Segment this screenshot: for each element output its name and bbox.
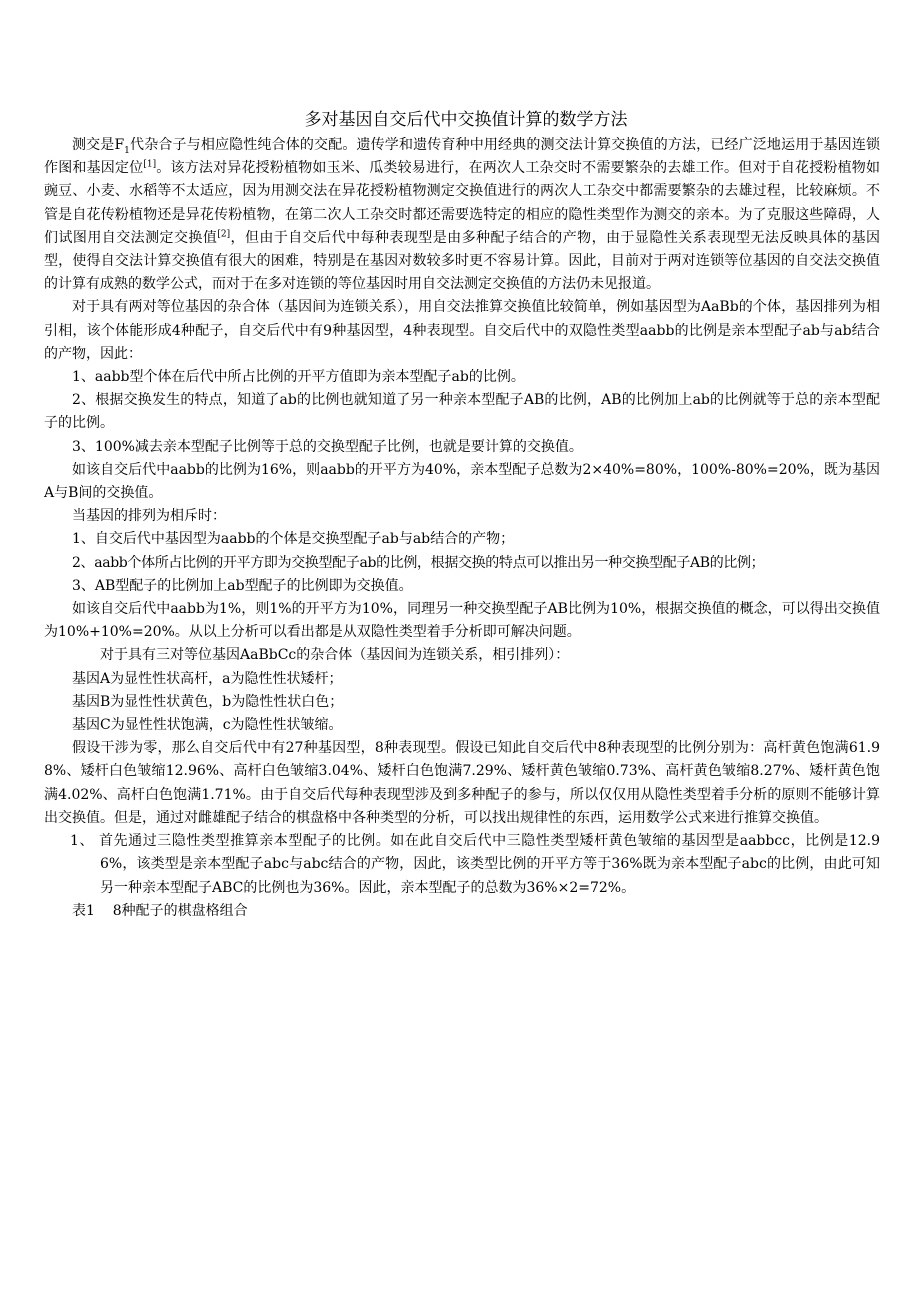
citation-2: [2]: [217, 229, 231, 240]
list-item-repulsion-3: 3、AB型配子的比例加上ab型配子的比例即为交换值。: [72, 577, 413, 594]
paragraph-repulsion-example: 如该自交后代中aabb为1%，则1%的开平方为10%，同理另一种交换型配子AB比例为10%，根据交换值的概念，可以得出交换值为10%+10%=20%。从以上分析可以看出都是从双隐性类型着手分析即可解决问题。: [44, 601, 880, 641]
paragraph-coupling-example: 如该自交后代中aabb的比例为16%，则aabb的开平方为40%，亲本型配子总数为2×40%=80%，100%-80%=20%，既为基因A与B间的交换值。: [44, 461, 880, 502]
list-item-step-1: 1、 首先通过三隐性类型推算亲本型配子的比例。如在此自交后代中三隐性类型矮杆黄色皱缩的基因型是aabbcc，比例是12.96%，该类型是亲本型配子abc与abc结合的产物，因此，该类型比例的开平方等于36%既为亲本型配子abc的比例，由此可知另一种亲本型配子ABC的比例也为36%。因此，亲本型配子的总数为36%×2=72%。: [70, 833, 880, 896]
document-title: 多对基因自交后代中交换值计算的数学方法: [304, 110, 628, 130]
document-page: [44, 108, 880, 923]
list-item-coupling-2: 2、根据交换发生的特点，知道了ab的比例也就知道了另一种亲本型配子AB的比例，AB的比例加上ab的比例就等于总的亲本型配子的比例。: [44, 392, 880, 432]
intro-text-d: ，但由于自交后代中每种表现型是由多种配子结合的产物，由于显隐性关系表现型无法反映具体的基因型，使得自交法计算交换值有很大的困难，特别是在基因对数较多时更不容易计算。因此，目前对于两对连锁等位基因的自交法交换值的计算有成熟的数学公式，而对于在多对连锁的等位基因时用自交法测定交换值的方法仍未见报道。: [44, 229, 881, 293]
list-item-repulsion-2: 2、aabb个体所占比例的开平方即为交换型配子ab的比例，根据交换的特点可以推出另一种交换型配子AB的比例；: [72, 554, 765, 571]
list-item-coupling-3: 3、100%减去亲本型配子比例等于总的交换型配子比例，也就是要计算的交换值。: [72, 438, 583, 455]
gene-definition-a: 基因A为显性性状高杆，a为隐性性状矮杆；: [72, 670, 343, 687]
citation-1: [1]: [143, 159, 157, 170]
intro-text-c: 。该方法对异花授粉植物如玉米、瓜类较易进行，在两次人工杂交时不需要繁杂的去雄工作。但对于自花授粉植物如豌豆、小麦、水稻等不太适应，因为用测交法在异花授粉植物测定交换值进行的两次人工杂交中都需要繁杂的去雄过程，比较麻烦。不管是自花传粉植物还是异花传粉植物，在第二次人工杂交时都还需要选特定的相应的隐性类型作为测交的亲本。为了克服这些障碍，人们试图用自交法测定交换值: [44, 160, 880, 246]
list-item-coupling-1: 1、aabb型个体在后代中所占比例的开平方值即为亲本型配子ab的比例。: [72, 369, 525, 386]
gene-definition-c: 基因C为显性性状饱满，c为隐性性状皱缩。: [72, 717, 343, 734]
paragraph-intro: [44, 134, 880, 296]
subscript-1: 1: [124, 145, 130, 156]
gene-definition-b: 基因B为显性性状黄色，b为隐性性状白色；: [72, 693, 344, 710]
paragraph-repulsion-heading: 当基因的排列为相斥时：: [72, 508, 226, 525]
paragraph-phenotype-ratios: 假设干涉为零，那么自交后代中有27种基因型，8种表现型。假设已知此自交后代中8种表现型的比例分别为：高杆黄色饱满61.98%、矮杆白色皱缩12.96%、高杆白色皱缩3.04%、矮杆白色饱满7.29%、矮杆黄色皱缩0.73%、高杆黄色皱缩8.27%、矮杆黄色饱满4.02%、高杆白色饱满1.71%。由于自交后代每种表现型涉及到多种配子的参与，所以仅仅用从隐性类型着手分析的原则不能够计算出交换值。但是，通过对雌雄配子结合的棋盘格中各种类型的分析，可以找出规律性的东西，运用数学公式来进行推算交换值。: [44, 740, 880, 826]
list-item-repulsion-1: 1、自交后代中基因型为aabb的个体是交换型配子ab与ab结合的产物；: [72, 531, 515, 548]
paragraph-three-genes: 对于具有三对等位基因AaBbCc的杂合体（基因间为连锁关系，相引排列）：: [100, 647, 570, 664]
table-caption: 表1 8种配子的棋盘格组合: [72, 902, 248, 919]
paragraph-two-genes: 对于具有两对等位基因的杂合体（基因间为连锁关系），用自交法推算交换值比较简单，例如基因型为AaBb的个体，基因排列为相引相，该个体能形成4种配子，自交后代中有9种基因型，4种表现型。自交后代中的双隐性类型aabb的比例是亲本型配子ab与ab结合的产物，因此：: [44, 299, 880, 362]
intro-text-a: 测交是F: [72, 137, 125, 153]
intro-text-b: 代杂合子与相应隐性纯合体的交配。遗传学和遗传育种中用经典的测交法计算交换值的方法，已经广泛地运用于基因连锁作图和基因定位: [44, 137, 880, 177]
